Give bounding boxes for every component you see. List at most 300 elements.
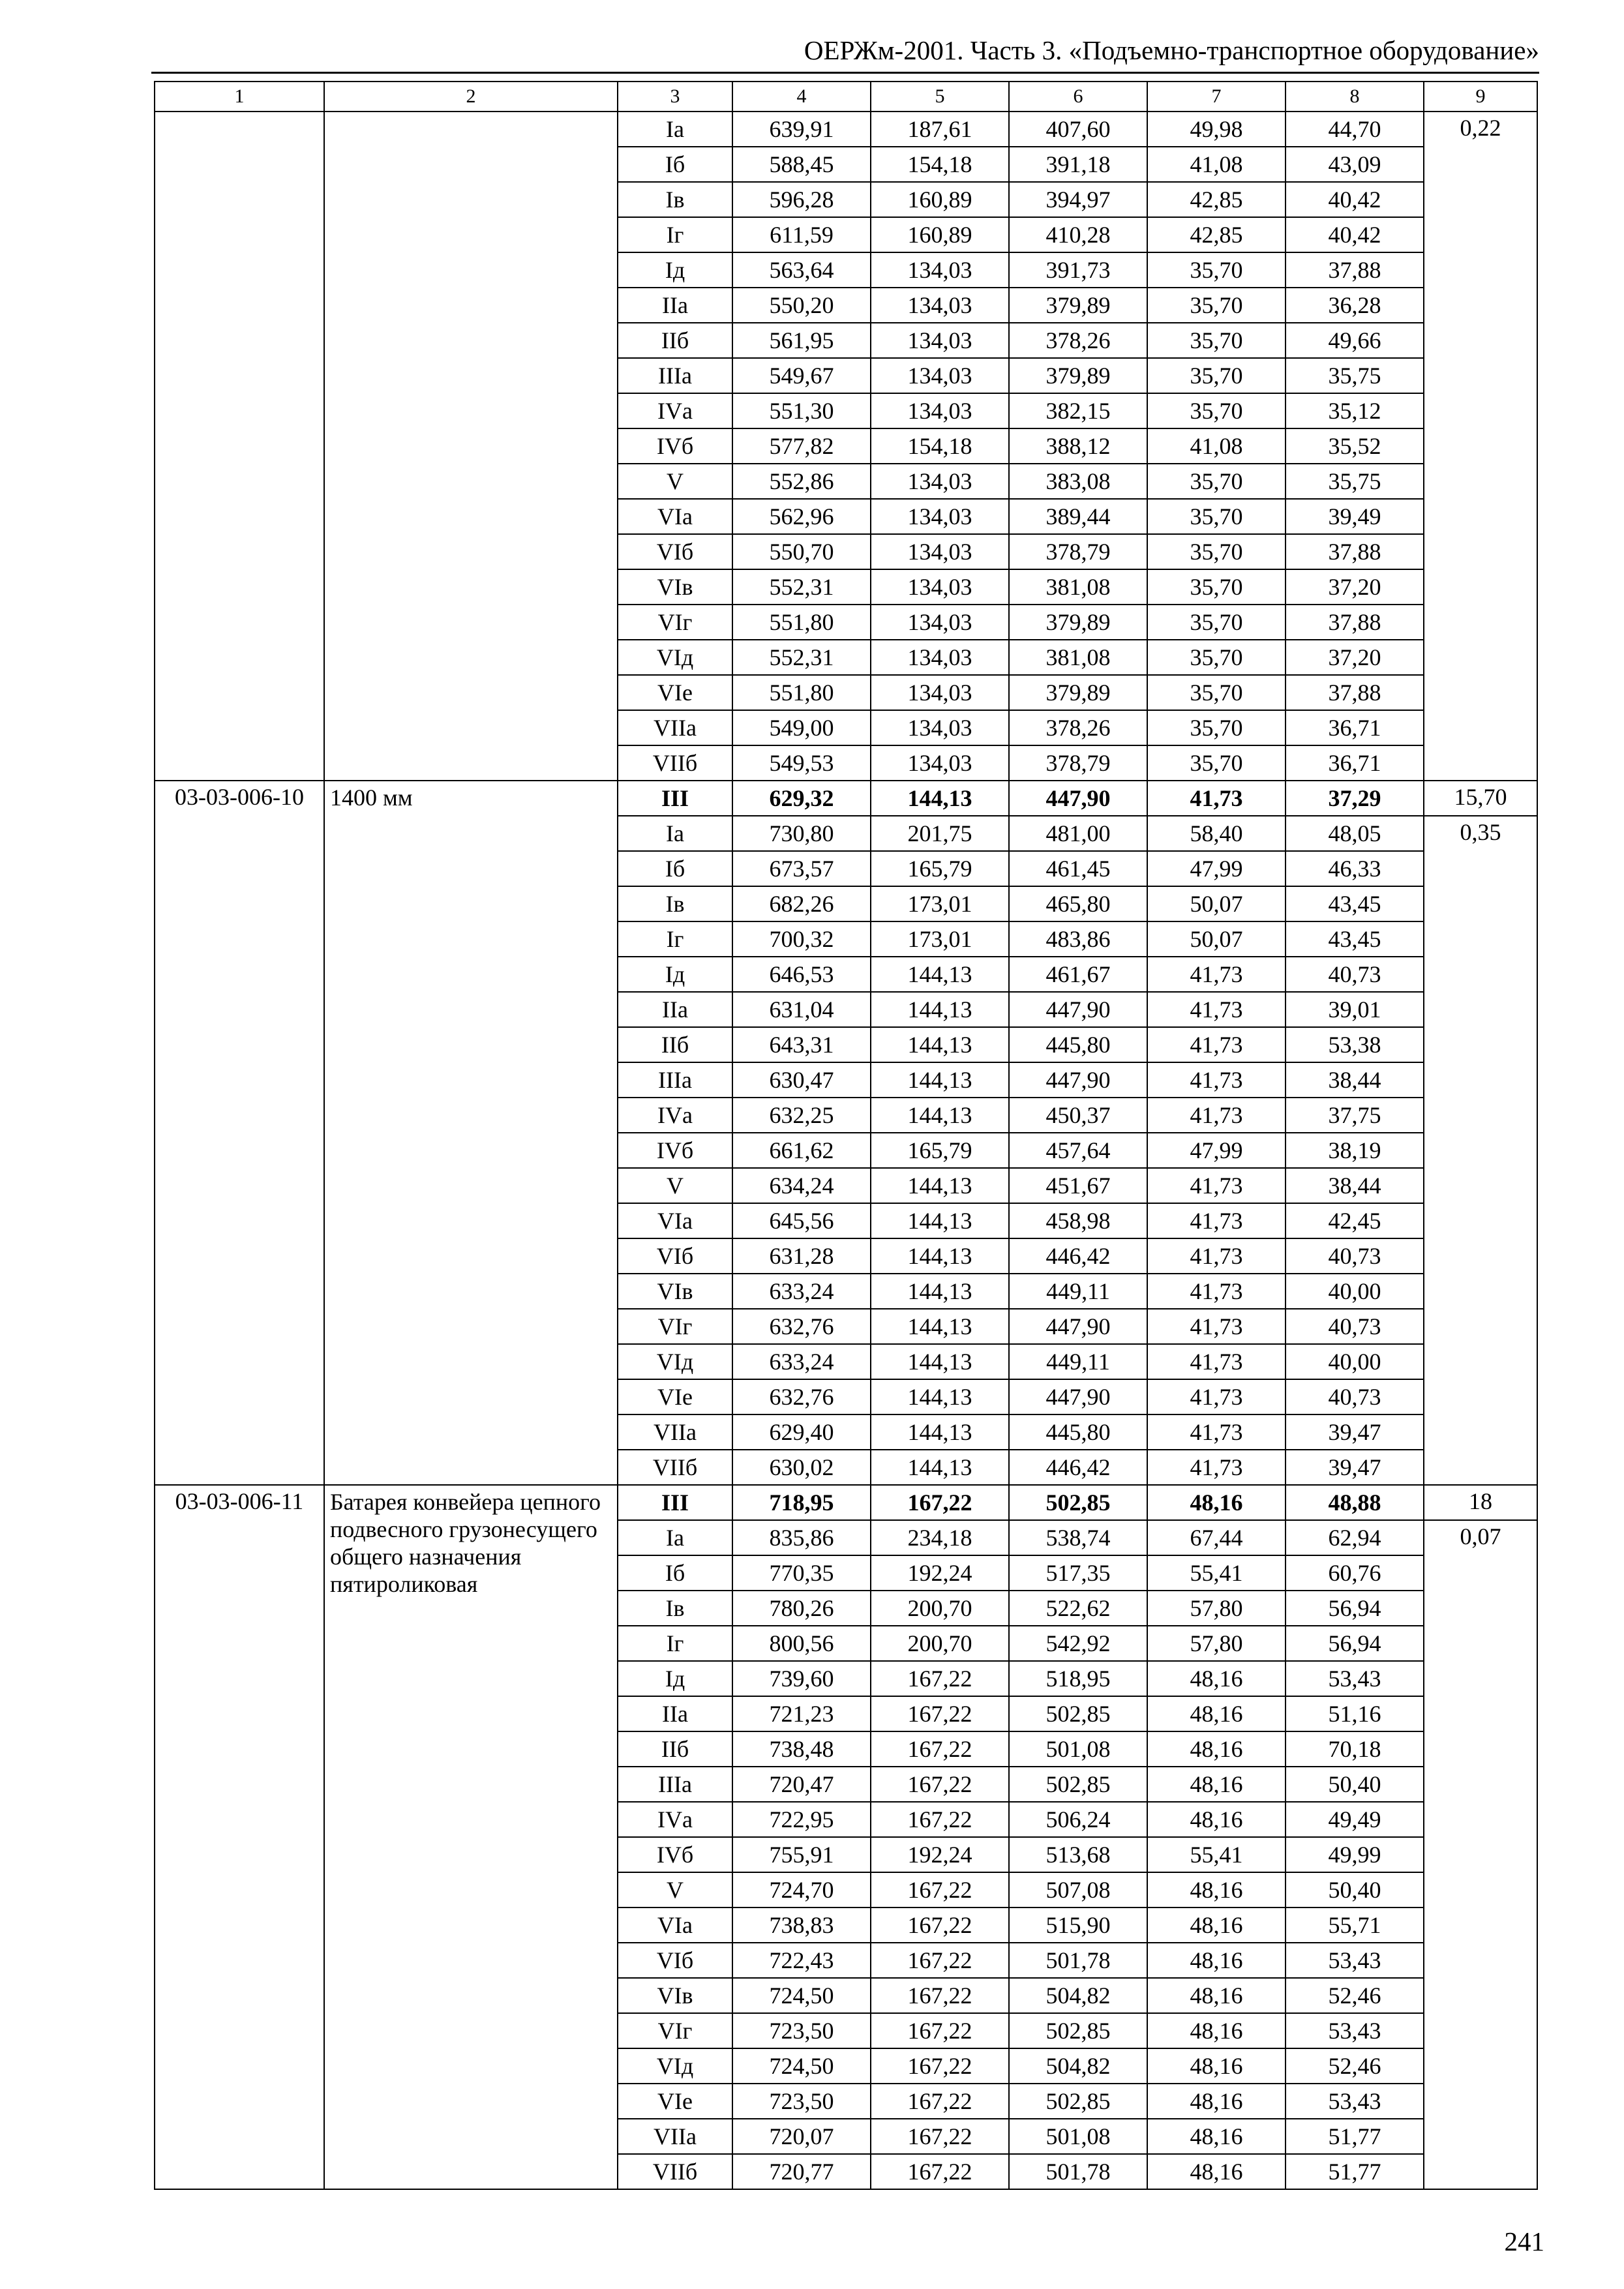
value-cell: 70,18 [1286, 1731, 1424, 1767]
value-cell: 48,16 [1147, 2084, 1286, 2119]
value-cell: 378,26 [1009, 323, 1147, 358]
value-cell: 661,62 [732, 1133, 871, 1168]
category-cell: VIе [618, 675, 732, 710]
category-cell: Iа [618, 816, 732, 851]
category-cell: IIб [618, 323, 732, 358]
category-cell: VIе [618, 2084, 732, 2119]
value-cell: 165,79 [871, 1133, 1009, 1168]
value-cell: 144,13 [871, 1098, 1009, 1133]
value-cell: 631,28 [732, 1238, 871, 1274]
value-cell: 633,24 [732, 1344, 871, 1379]
value-cell: 40,73 [1286, 1379, 1424, 1414]
category-cell: IVа [618, 393, 732, 428]
value-cell: 44,70 [1286, 112, 1424, 147]
value-cell: 632,76 [732, 1309, 871, 1344]
value-cell: 49,99 [1286, 1837, 1424, 1872]
value-cell: 52,46 [1286, 2048, 1424, 2084]
column-number: 2 [324, 82, 618, 112]
value-cell: 134,03 [871, 675, 1009, 710]
value-cell: 48,16 [1147, 2119, 1286, 2154]
value-cell: 35,70 [1147, 323, 1286, 358]
value-cell: 144,13 [871, 1309, 1009, 1344]
value-cell: 738,83 [732, 1908, 871, 1943]
name-cell: Батарея конвейера цепного подвесного грузонесущего общего назначения пятироликовая [324, 1485, 618, 2189]
value-cell: 447,90 [1009, 1309, 1147, 1344]
value-cell: 144,13 [871, 1203, 1009, 1238]
value-cell: 40,42 [1286, 217, 1424, 252]
value-cell: 550,20 [732, 288, 871, 323]
value-cell: 134,03 [871, 640, 1009, 675]
value-cell: 43,09 [1286, 147, 1424, 182]
category-cell: IIб [618, 1731, 732, 1767]
value-cell: 38,44 [1286, 1062, 1424, 1098]
value-cell: 41,73 [1147, 1379, 1286, 1414]
value-cell: 144,13 [871, 992, 1009, 1027]
value-cell: 720,07 [732, 2119, 871, 2154]
value-cell: 35,70 [1147, 640, 1286, 675]
value-cell: 35,70 [1147, 499, 1286, 534]
column-number-row [155, 82, 1537, 112]
value-cell: 561,95 [732, 323, 871, 358]
value-cell: 37,20 [1286, 569, 1424, 605]
value-cell: 739,60 [732, 1661, 871, 1696]
value-cell: 551,30 [732, 393, 871, 428]
value-cell: 167,22 [871, 1767, 1009, 1802]
value-cell: 48,16 [1147, 1696, 1286, 1731]
value-cell: 167,22 [871, 1661, 1009, 1696]
value-cell: 504,82 [1009, 2048, 1147, 2084]
value-cell: 379,89 [1009, 605, 1147, 640]
value-cell: 57,80 [1147, 1626, 1286, 1661]
code-cell: 03-03-006-10 [155, 781, 324, 1485]
value-cell: 40,00 [1286, 1344, 1424, 1379]
value-cell: 167,22 [871, 1696, 1009, 1731]
value-cell: 134,03 [871, 569, 1009, 605]
code-cell [155, 112, 324, 781]
value-cell: 447,90 [1009, 1379, 1147, 1414]
value-cell: 134,03 [871, 710, 1009, 745]
weight-cell: 0,07 [1424, 1520, 1537, 2189]
category-cell: VIIб [618, 1450, 732, 1485]
value-cell: 154,18 [871, 428, 1009, 464]
category-cell: VIб [618, 1943, 732, 1978]
value-cell: 37,88 [1286, 605, 1424, 640]
value-cell: 41,73 [1147, 1274, 1286, 1309]
category-cell: Iд [618, 1661, 732, 1696]
category-cell: VIIа [618, 2119, 732, 2154]
value-cell: 631,04 [732, 992, 871, 1027]
value-cell: 577,82 [732, 428, 871, 464]
value-cell: 502,85 [1009, 1485, 1147, 1520]
value-cell: 48,16 [1147, 1485, 1286, 1520]
value-cell: 634,24 [732, 1168, 871, 1203]
value-cell: 446,42 [1009, 1238, 1147, 1274]
category-cell: III [618, 781, 732, 816]
value-cell: 722,95 [732, 1802, 871, 1837]
value-cell: 447,90 [1009, 781, 1147, 816]
value-cell: 167,22 [871, 1908, 1009, 1943]
value-cell: 722,43 [732, 1943, 871, 1978]
value-cell: 41,73 [1147, 1414, 1286, 1450]
value-cell: 35,70 [1147, 710, 1286, 745]
value-cell: 724,50 [732, 2048, 871, 2084]
value-cell: 41,73 [1147, 1027, 1286, 1062]
weight-cell: 0,35 [1424, 816, 1537, 1485]
value-cell: 35,70 [1147, 464, 1286, 499]
category-cell: VIIб [618, 2154, 732, 2189]
value-cell: 41,73 [1147, 781, 1286, 816]
category-cell: IIб [618, 1027, 732, 1062]
rates-table [154, 81, 1538, 2190]
value-cell: 36,71 [1286, 710, 1424, 745]
value-cell: 160,89 [871, 217, 1009, 252]
value-cell: 144,13 [871, 957, 1009, 992]
value-cell: 173,01 [871, 886, 1009, 921]
value-cell: 538,74 [1009, 1520, 1147, 1555]
value-cell: 134,03 [871, 358, 1009, 393]
column-number: 4 [732, 82, 871, 112]
value-cell: 502,85 [1009, 2084, 1147, 2119]
value-cell: 381,08 [1009, 569, 1147, 605]
category-cell: IIIа [618, 1767, 732, 1802]
category-cell: VIб [618, 534, 732, 569]
value-cell: 724,70 [732, 1872, 871, 1908]
value-cell: 563,64 [732, 252, 871, 288]
value-cell: 49,66 [1286, 323, 1424, 358]
value-cell: 639,91 [732, 112, 871, 147]
value-cell: 67,44 [1147, 1520, 1286, 1555]
value-cell: 39,49 [1286, 499, 1424, 534]
value-cell: 134,03 [871, 605, 1009, 640]
category-cell: IIIа [618, 358, 732, 393]
value-cell: 388,12 [1009, 428, 1147, 464]
value-cell: 42,85 [1147, 217, 1286, 252]
value-cell: 629,40 [732, 1414, 871, 1450]
value-cell: 551,80 [732, 605, 871, 640]
value-cell: 48,16 [1147, 1767, 1286, 1802]
category-cell: IIIа [618, 1062, 732, 1098]
category-cell: Iа [618, 112, 732, 147]
value-cell: 549,00 [732, 710, 871, 745]
category-cell: VIа [618, 1203, 732, 1238]
value-cell: 504,82 [1009, 1978, 1147, 2013]
category-cell: IVб [618, 1133, 732, 1168]
name-cell: 1400 мм [324, 781, 618, 1485]
value-cell: 542,92 [1009, 1626, 1147, 1661]
value-cell: 37,20 [1286, 640, 1424, 675]
value-cell: 770,35 [732, 1555, 871, 1591]
value-cell: 144,13 [871, 781, 1009, 816]
value-cell: 35,70 [1147, 745, 1286, 781]
value-cell: 730,80 [732, 816, 871, 851]
value-cell: 41,73 [1147, 992, 1286, 1027]
value-cell: 41,08 [1147, 428, 1286, 464]
value-cell: 42,45 [1286, 1203, 1424, 1238]
value-cell: 629,32 [732, 781, 871, 816]
category-cell: Iа [618, 1520, 732, 1555]
value-cell: 173,01 [871, 921, 1009, 957]
value-cell: 37,88 [1286, 252, 1424, 288]
value-cell: 724,50 [732, 1978, 871, 2013]
category-cell: Iб [618, 147, 732, 182]
value-cell: 40,00 [1286, 1274, 1424, 1309]
value-cell: 549,53 [732, 745, 871, 781]
category-cell: VIг [618, 1309, 732, 1344]
value-cell: 47,99 [1147, 851, 1286, 886]
value-cell: 40,73 [1286, 1238, 1424, 1274]
category-cell: Iв [618, 886, 732, 921]
value-cell: 56,94 [1286, 1626, 1424, 1661]
value-cell: 134,03 [871, 288, 1009, 323]
value-cell: 501,78 [1009, 1943, 1147, 1978]
value-cell: 379,89 [1009, 675, 1147, 710]
category-cell: VIв [618, 1274, 732, 1309]
value-cell: 48,88 [1286, 1485, 1424, 1520]
value-cell: 645,56 [732, 1203, 871, 1238]
value-cell: 50,07 [1147, 921, 1286, 957]
value-cell: 465,80 [1009, 886, 1147, 921]
value-cell: 517,35 [1009, 1555, 1147, 1591]
value-cell: 632,25 [732, 1098, 871, 1133]
value-cell: 379,89 [1009, 358, 1147, 393]
value-cell: 720,77 [732, 2154, 871, 2189]
value-cell: 37,88 [1286, 675, 1424, 710]
value-cell: 41,73 [1147, 1238, 1286, 1274]
value-cell: 39,47 [1286, 1414, 1424, 1450]
value-cell: 144,13 [871, 1379, 1009, 1414]
value-cell: 513,68 [1009, 1837, 1147, 1872]
category-cell: IVб [618, 1837, 732, 1872]
value-cell: 445,80 [1009, 1027, 1147, 1062]
category-cell: VIб [618, 1238, 732, 1274]
value-cell: 56,94 [1286, 1591, 1424, 1626]
value-cell: 450,37 [1009, 1098, 1147, 1133]
value-cell: 35,12 [1286, 393, 1424, 428]
value-cell: 800,56 [732, 1626, 871, 1661]
value-cell: 165,79 [871, 851, 1009, 886]
category-cell: IVа [618, 1098, 732, 1133]
value-cell: 461,67 [1009, 957, 1147, 992]
value-cell: 48,16 [1147, 1802, 1286, 1837]
value-cell: 35,70 [1147, 252, 1286, 288]
value-cell: 134,03 [871, 499, 1009, 534]
value-cell: 53,43 [1286, 2084, 1424, 2119]
category-cell: VIв [618, 569, 732, 605]
value-cell: 55,41 [1147, 1555, 1286, 1591]
value-cell: 48,16 [1147, 1978, 1286, 2013]
value-cell: 483,86 [1009, 921, 1147, 957]
value-cell: 780,26 [732, 1591, 871, 1626]
category-cell: IVа [618, 1802, 732, 1837]
category-cell: V [618, 1168, 732, 1203]
value-cell: 50,07 [1147, 886, 1286, 921]
value-cell: 596,28 [732, 182, 871, 217]
category-cell: VIIа [618, 1414, 732, 1450]
column-number: 9 [1424, 82, 1537, 112]
value-cell: 41,73 [1147, 1344, 1286, 1379]
value-cell: 47,99 [1147, 1133, 1286, 1168]
value-cell: 723,50 [732, 2084, 871, 2119]
category-cell: IIа [618, 992, 732, 1027]
value-cell: 723,50 [732, 2013, 871, 2048]
name-cell [324, 112, 618, 781]
value-cell: 57,80 [1147, 1591, 1286, 1626]
value-cell: 506,24 [1009, 1802, 1147, 1837]
value-cell: 552,86 [732, 464, 871, 499]
value-cell: 48,16 [1147, 1661, 1286, 1696]
value-cell: 43,45 [1286, 886, 1424, 921]
value-cell: 549,67 [732, 358, 871, 393]
value-cell: 55,41 [1147, 1837, 1286, 1872]
value-cell: 673,57 [732, 851, 871, 886]
value-cell: 49,49 [1286, 1802, 1424, 1837]
value-cell: 48,05 [1286, 816, 1424, 851]
value-cell: 410,28 [1009, 217, 1147, 252]
value-cell: 378,26 [1009, 710, 1147, 745]
category-cell: Iг [618, 1626, 732, 1661]
value-cell: 394,97 [1009, 182, 1147, 217]
category-cell: IIа [618, 288, 732, 323]
column-number: 5 [871, 82, 1009, 112]
value-cell: 134,03 [871, 745, 1009, 781]
value-cell: 40,42 [1286, 182, 1424, 217]
value-cell: 134,03 [871, 252, 1009, 288]
value-cell: 611,59 [732, 217, 871, 252]
value-cell: 37,88 [1286, 534, 1424, 569]
value-cell: 39,47 [1286, 1450, 1424, 1485]
value-cell: 50,40 [1286, 1872, 1424, 1908]
value-cell: 588,45 [732, 147, 871, 182]
value-cell: 646,53 [732, 957, 871, 992]
value-cell: 378,79 [1009, 745, 1147, 781]
value-cell: 167,22 [871, 2154, 1009, 2189]
column-number: 8 [1286, 82, 1424, 112]
category-cell: VIг [618, 605, 732, 640]
value-cell: 41,73 [1147, 1203, 1286, 1238]
value-cell: 200,70 [871, 1626, 1009, 1661]
value-cell: 51,16 [1286, 1696, 1424, 1731]
value-cell: 35,70 [1147, 393, 1286, 428]
value-cell: 38,19 [1286, 1133, 1424, 1168]
table-row-main [155, 1485, 1537, 1520]
value-cell: 48,16 [1147, 1731, 1286, 1767]
value-cell: 51,77 [1286, 2119, 1424, 2154]
value-cell: 160,89 [871, 182, 1009, 217]
value-cell: 201,75 [871, 816, 1009, 851]
value-cell: 391,18 [1009, 147, 1147, 182]
value-cell: 53,43 [1286, 1943, 1424, 1978]
column-number: 7 [1147, 82, 1286, 112]
value-cell: 502,85 [1009, 2013, 1147, 2048]
value-cell: 755,91 [732, 1837, 871, 1872]
category-cell: VIд [618, 2048, 732, 2084]
value-cell: 446,42 [1009, 1450, 1147, 1485]
value-cell: 381,08 [1009, 640, 1147, 675]
value-cell: 234,18 [871, 1520, 1009, 1555]
value-cell: 144,13 [871, 1414, 1009, 1450]
value-cell: 167,22 [871, 2013, 1009, 2048]
value-cell: 53,38 [1286, 1027, 1424, 1062]
category-cell: VIIа [618, 710, 732, 745]
value-cell: 134,03 [871, 393, 1009, 428]
value-cell: 48,16 [1147, 2013, 1286, 2048]
value-cell: 378,79 [1009, 534, 1147, 569]
value-cell: 551,80 [732, 675, 871, 710]
value-cell: 720,47 [732, 1767, 871, 1802]
code-cell: 03-03-006-11 [155, 1485, 324, 2189]
value-cell: 461,45 [1009, 851, 1147, 886]
category-cell: Iд [618, 252, 732, 288]
category-cell: VIг [618, 2013, 732, 2048]
value-cell: 35,70 [1147, 534, 1286, 569]
value-cell: 154,18 [871, 147, 1009, 182]
value-cell: 37,29 [1286, 781, 1424, 816]
table-body [155, 82, 1537, 2189]
value-cell: 35,70 [1147, 358, 1286, 393]
value-cell: 518,95 [1009, 1661, 1147, 1696]
value-cell: 41,08 [1147, 147, 1286, 182]
value-cell: 41,73 [1147, 1450, 1286, 1485]
value-cell: 62,94 [1286, 1520, 1424, 1555]
value-cell: 562,96 [732, 499, 871, 534]
value-cell: 48,16 [1147, 1943, 1286, 1978]
weight-cell: 0,22 [1424, 112, 1537, 781]
price-cell: 18 [1424, 1485, 1537, 1520]
category-cell: Iв [618, 1591, 732, 1626]
table-row-main [155, 781, 1537, 816]
value-cell: 501,08 [1009, 2119, 1147, 2154]
category-cell: Iб [618, 1555, 732, 1591]
page-number: 241 [1504, 2226, 1544, 2256]
value-cell: 35,75 [1286, 358, 1424, 393]
value-cell: 38,44 [1286, 1168, 1424, 1203]
value-cell: 507,08 [1009, 1872, 1147, 1908]
value-cell: 50,40 [1286, 1767, 1424, 1802]
value-cell: 40,73 [1286, 1309, 1424, 1344]
value-cell: 144,13 [871, 1344, 1009, 1379]
value-cell: 35,70 [1147, 605, 1286, 640]
value-cell: 35,75 [1286, 464, 1424, 499]
value-cell: 48,16 [1147, 2154, 1286, 2189]
value-cell: 515,90 [1009, 1908, 1147, 1943]
value-cell: 630,02 [732, 1450, 871, 1485]
header-rule [151, 72, 1539, 74]
category-cell: V [618, 1872, 732, 1908]
value-cell: 134,03 [871, 534, 1009, 569]
value-cell: 502,85 [1009, 1767, 1147, 1802]
price-cell: 15,70 [1424, 781, 1537, 816]
value-cell: 457,64 [1009, 1133, 1147, 1168]
category-cell: Iг [618, 921, 732, 957]
value-cell: 501,08 [1009, 1731, 1147, 1767]
value-cell: 451,67 [1009, 1168, 1147, 1203]
value-cell: 502,85 [1009, 1696, 1147, 1731]
value-cell: 144,13 [871, 1450, 1009, 1485]
value-cell: 721,23 [732, 1696, 871, 1731]
value-cell: 167,22 [871, 1943, 1009, 1978]
value-cell: 382,15 [1009, 393, 1147, 428]
value-cell: 449,11 [1009, 1344, 1147, 1379]
value-cell: 718,95 [732, 1485, 871, 1520]
value-cell: 167,22 [871, 1978, 1009, 2013]
value-cell: 48,16 [1147, 1872, 1286, 1908]
value-cell: 48,16 [1147, 1908, 1286, 1943]
value-cell: 522,62 [1009, 1591, 1147, 1626]
value-cell: 46,33 [1286, 851, 1424, 886]
value-cell: 41,73 [1147, 1168, 1286, 1203]
value-cell: 134,03 [871, 464, 1009, 499]
value-cell: 643,31 [732, 1027, 871, 1062]
